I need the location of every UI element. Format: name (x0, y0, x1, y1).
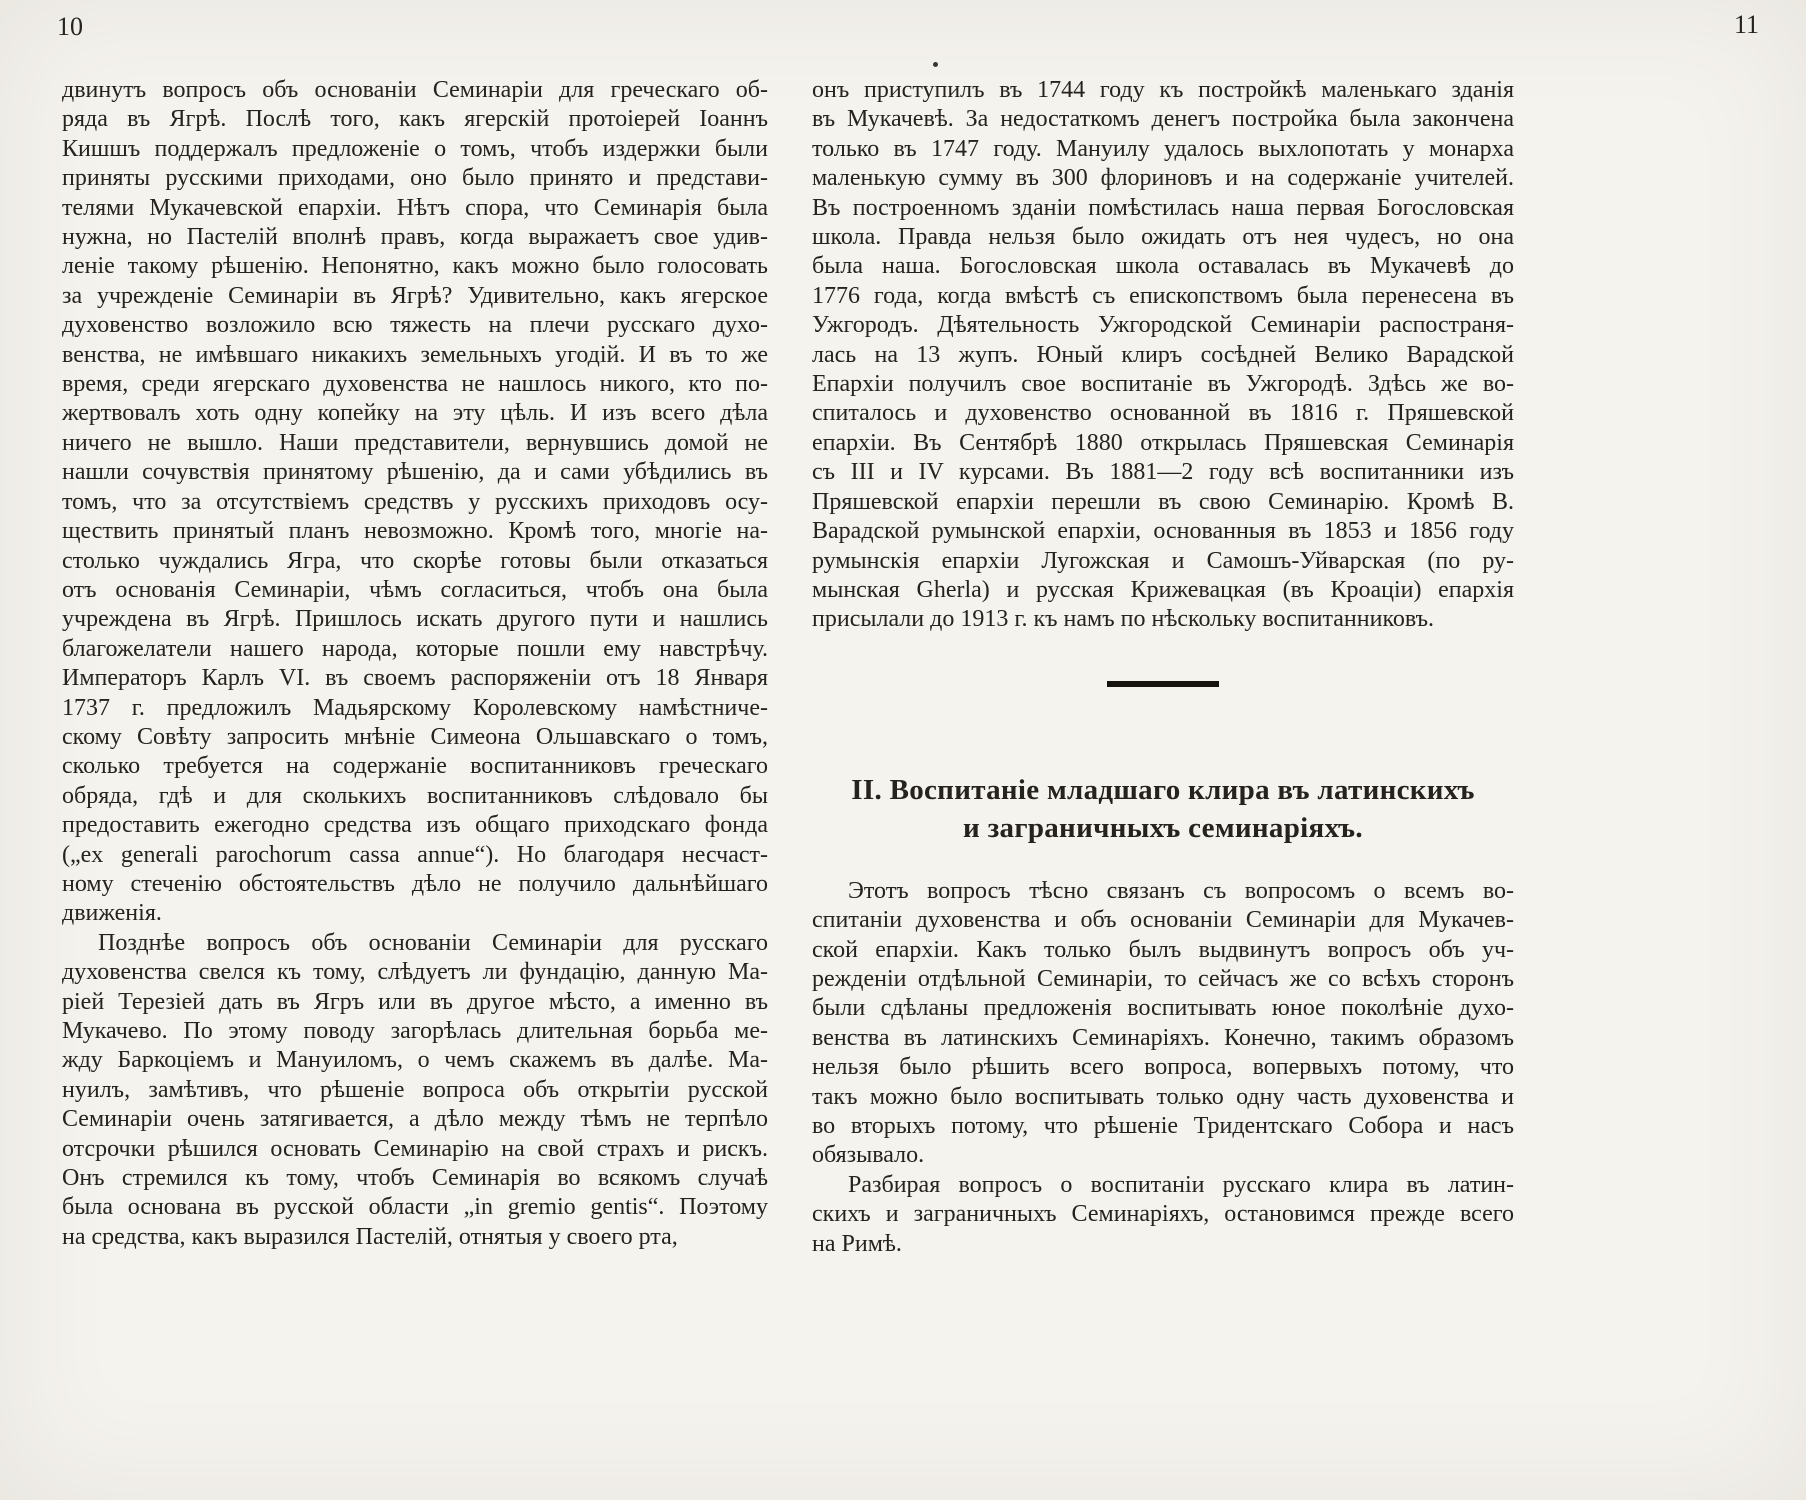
text-line: II. Воспитаніе младшаго клира въ латинскихъ (851, 773, 1475, 806)
text-line: 1737 г. предложилъ Мадьярскому Королевскому намѣстниче- (62, 694, 768, 721)
text-line: спиталось и духовенство основанной въ 1816 г. Пряшевской (812, 400, 1514, 427)
text-line: была основана въ русской области „in gremio gentis“. Поэтому (62, 1194, 768, 1221)
text-line: на средства, какъ выразился Пастелій, отнятыя у своего рта, (62, 1223, 678, 1250)
paragraph (812, 1171, 1514, 1259)
text-line: Кишшъ поддержалъ предложеніе о томъ, чтобъ издержки были (62, 135, 768, 162)
text-line: венства, не имѣвшаго никакихъ земельныхъ угодій. И въ то же (62, 341, 768, 368)
text-line: Разбирая вопросъ о воспитаніи русскаго клира въ латин- (848, 1171, 1514, 1198)
text-line: леніе такому рѣшенію. Непонятно, какъ можно было голосовать (62, 253, 768, 280)
text-line: епархіи. Въ Сентябрѣ 1880 открылась Пряшевская Семинарія (812, 429, 1514, 456)
text-line: Мукачево. По этому поводу загорѣлась длительная борьба ме- (62, 1018, 768, 1044)
text-line: лась на 13 жупъ. Юный клиръ сосѣдней Велико Варадской (812, 341, 1514, 368)
text-line: учреждена въ Ягрѣ. Пришлось искать другого пути и нашлись (62, 606, 768, 633)
text-line: только въ 1747 году. Мануилу удалось выхлопотать у монарха (812, 135, 1514, 162)
text-line: духовенство возложило всю тяжесть на плечи русскаго духо- (62, 312, 768, 339)
scan-speck (933, 62, 938, 67)
text-line: время, среди ягерскаго духовенства не нашлось никого, кто по- (62, 371, 768, 398)
text-line: и заграничныхъ семинаріяхъ. (963, 811, 1363, 844)
text-line: Семинаріи очень затягивается, а дѣло между тѣмъ не терпѣло (62, 1106, 768, 1133)
page-number-left: 10 (57, 12, 83, 41)
text-line: скому Совѣту запросить мнѣніе Симеона Ольшавскаго о томъ, (62, 723, 768, 750)
text-line: Этотъ вопросъ тѣсно связанъ съ вопросомъ о всемъ во- (848, 877, 1514, 904)
text-line: въ Мукачевѣ. За недостаткомъ денегъ постройка была закончена (812, 106, 1514, 133)
text-line: Епархіи получилъ свое воспитаніе въ Ужгородѣ. Здѣсь же во- (812, 371, 1514, 398)
text-line: была наша. Богословская школа оставалась въ Мукачевѣ до (812, 253, 1514, 280)
paragraph-continuation (62, 76, 768, 929)
text-line: скихъ и заграничныхъ Семинаріяхъ, остановимся прежде всего (812, 1201, 1514, 1228)
section-divider-rule (1107, 681, 1219, 687)
text-line: духовенства свелся къ тому, слѣдуетъ ли фундацію, данную Ма- (62, 959, 768, 986)
text-line: двинутъ вопросъ объ основаніи Семинаріи для греческаго об- (62, 77, 768, 103)
text-line: обряда, гдѣ и для сколькихъ воспитанниковъ слѣдовало бы (62, 782, 768, 809)
text-line: жду Баркоціемъ и Мануиломъ, о чемъ скажемъ въ далѣе. Ма- (62, 1047, 768, 1074)
text-line: мынская Gherla) и русская Крижевацкая (въ Кроаціи) епархія (812, 576, 1514, 603)
text-line: были сдѣланы предложенія воспитывать юное поколѣніе духо- (812, 995, 1514, 1022)
text-line: („ex generali parochorum cassa annue“). Но благодаря несчаст- (62, 841, 768, 868)
text-line: Пряшевской епархіи перешли въ свою Семинарію. Кромѣ В. (812, 488, 1514, 515)
text-line: школа. Правда нельзя было ожидать отъ нея чудесъ, но она (812, 224, 1514, 251)
text-line: Въ построенномъ зданіи помѣстилась наша первая Богословская (812, 194, 1514, 221)
text-line: Онъ стремился къ тому, чтобъ Семинарія во всякомъ случаѣ (62, 1165, 768, 1192)
left-page-text-block (62, 76, 768, 1252)
text-line: томъ, что за отсутствіемъ средствъ у русскихъ приходовъ осу- (62, 488, 768, 515)
text-line: ному стеченію обстоятельствъ дѣло не получило дальнѣйшаго (62, 870, 768, 897)
text-line: Позднѣе вопросъ объ основаніи Семинаріи для русскаго (98, 929, 768, 956)
text-line: на Римѣ. (812, 1230, 902, 1257)
text-line: движенія. (62, 900, 162, 927)
text-line: спитаніи духовенства и объ основаніи Семинаріи для Мукачев- (812, 907, 1514, 934)
text-line: маленькую сумму въ 300 флориновъ и на содержаніе учителей. (812, 165, 1514, 192)
text-line: сколько требуется на содержаніе воспитанниковъ греческаго (62, 753, 768, 780)
text-line: приняты русскими приходами, оно было принято и представи- (62, 165, 768, 192)
text-line: Ужгородъ. Дѣятельность Ужгородской Семинаріи распостраня- (812, 312, 1514, 339)
text-line: румынскія епархіи Лугожская и Самошъ-Уйварская (по ру- (812, 547, 1514, 574)
text-line: ріей Терезіей дать въ Ягръ или въ другое мѣсто, а именно въ (62, 988, 768, 1015)
section-heading (812, 771, 1514, 847)
text-line: нужна, но Пастелій вполнѣ правъ, когда выражаетъ свое удив- (62, 224, 768, 251)
paragraph (62, 929, 768, 1252)
text-line: ничего не вышло. Наши представители, вернувшись домой не (62, 429, 768, 456)
text-line: предоставить ежегодно средства изъ общаго приходскаго фонда (62, 812, 768, 839)
text-line: нашли сочувствія принятому рѣшенію, да и сами убѣдились въ (62, 459, 768, 486)
text-line: столько чуждались Ягра, что скорѣе готовы были отказаться (62, 547, 768, 574)
text-line: отъ основанія Семинаріи, чѣмъ согласиться, чтобъ она была (62, 576, 768, 603)
paragraph-continuation (812, 76, 1514, 635)
text-line: во вторыхъ потому, что рѣшеніе Тридентскаго Собора и насъ (812, 1112, 1514, 1139)
text-line: нельзя было рѣшить всего вопроса, вопервыхъ потому, что (812, 1054, 1514, 1081)
text-line: ряда въ Ягрѣ. Послѣ того, какъ ягерскій протоіерей Іоаннъ (62, 106, 768, 133)
paragraph (812, 877, 1514, 1171)
text-line: режденіи отдѣльной Семинаріи, то сейчасъ же со всѣхъ сторонъ (812, 965, 1514, 992)
text-line: отсрочки рѣшился основать Семинарію на свой страхъ и рискъ. (62, 1135, 768, 1162)
text-line: обязывало. (812, 1142, 925, 1169)
text-line: за учрежденіе Семинаріи въ Ягрѣ? Удивительно, какъ ягерское (62, 282, 768, 309)
page-number-right: 11 (1733, 10, 1759, 39)
text-line: съ III и IV курсами. Въ 1881—2 году всѣ воспитанники изъ (812, 459, 1514, 486)
text-line: 1776 года, когда вмѣстѣ съ епископствомъ была перенесена въ (812, 282, 1514, 309)
text-line: Варадской румынской епархіи, основанныя въ 1853 и 1856 году (812, 518, 1514, 545)
text-line: Императоръ Карлъ VI. въ своемъ распоряженіи отъ 18 Января (62, 665, 768, 692)
text-line: венства въ латинскихъ Семинаріяхъ. Конечно, такимъ образомъ (812, 1024, 1514, 1051)
right-page-text-block (812, 76, 1514, 1259)
text-line: благожелатели нашего народа, которые пошли ему навстрѣчу. (62, 635, 768, 662)
text-line: онъ приступилъ въ 1744 году къ постройкѣ маленькаго зданія (812, 77, 1514, 103)
text-line: телями Мукачевской епархіи. Нѣтъ спора, что Семинарія была (62, 194, 768, 221)
text-line: нуилъ, замѣтивъ, что рѣшеніе вопроса объ открытіи русской (62, 1076, 768, 1103)
text-line: ской епархіи. Какъ только былъ выдвинутъ вопросъ объ уч- (812, 936, 1514, 963)
text-line: ществить принятый планъ невозможно. Кромѣ того, многіе на- (62, 518, 768, 545)
text-line: присылали до 1913 г. къ намъ по нѣскольку воспитанниковъ. (812, 606, 1435, 633)
text-line: жертвовалъ хоть одну копейку на эту цѣль. И изъ всего дѣла (62, 400, 768, 427)
text-line: такъ можно было воспитывать только одну часть духовенства и (812, 1083, 1514, 1110)
